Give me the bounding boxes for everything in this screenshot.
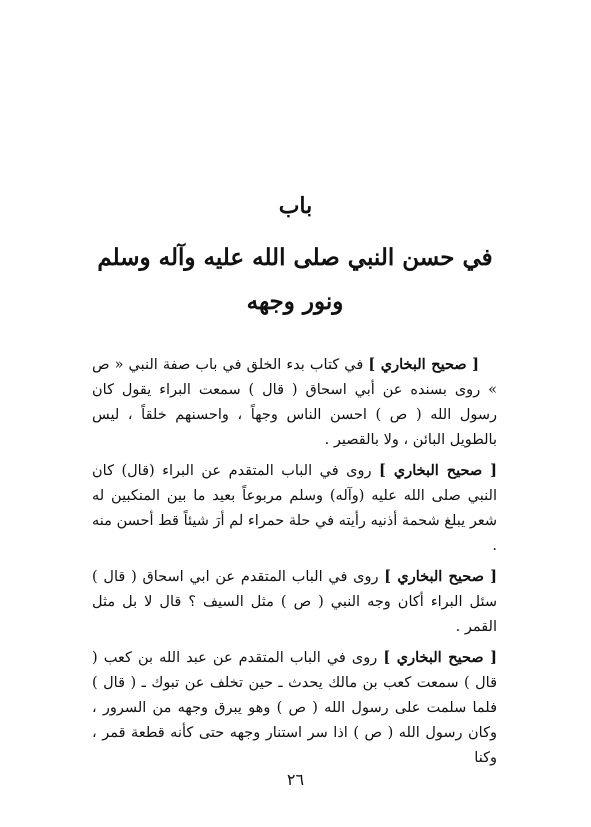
source-citation: [ صحيح البخاري ] xyxy=(384,568,497,585)
paragraph-text: روى في الباب المتقدم عن البراء (قال) كان النبي صلى الله عليه (وآله) وسلم مربوعاً بعيد ما بين المنكبين له شعر يبلغ شحمة أذنيه رأيته في حلة حمراء لم أرَ شيئاً قط أحسن منه . xyxy=(92,463,497,554)
chapter-title-line-2: ونور وجهه xyxy=(246,288,344,315)
paragraph-2 xyxy=(92,458,497,559)
paragraph-text: روى في الباب المتقدم عن ابي اسحاق ( قال ) سئل البراء أكان وجه النبي ( ص ) مثل السيف ؟ قال لا بل مثل القمر . xyxy=(92,569,497,635)
source-citation: [ صحيح البخاري ] xyxy=(379,462,497,479)
body-text xyxy=(92,352,497,776)
chapter-title-line-1: في حسن النبي صلى الله عليه وآله وسلم xyxy=(97,244,493,271)
chapter-word: باب xyxy=(278,193,313,219)
paragraph-text: في كتاب بدء الخلق في باب صفة النبي « ص » روى بسنده عن أبي اسحاق ( قال ) سمعت البراء يقول كان رسول الله ( ص ) احسن الناس وجهاً ، واحسنهم خلقاً ، ليس بالطويل البائن ، ولا بالقصير . xyxy=(92,357,497,448)
chapter-title xyxy=(60,236,530,324)
paragraph-1 xyxy=(92,352,497,453)
paragraph-text: روى في الباب المتقدم عن عبد الله بن كعب ( قال ) سمعت كعب بن مالك يحدث ـ حين تخلف عن تبوك ـ ( قال ) فلما سلمت على رسول الله ( ص ) وهو يبرق وجهه من السرور ، وكان رسول الله ( ص ) اذا سر استنار وجهه حتى كأنه قطعة قمر ، وكنا xyxy=(92,650,497,766)
source-citation: [ صحيح البخاري ] xyxy=(368,356,479,373)
paragraph-3 xyxy=(92,564,497,640)
source-citation: [ صحيح البخاري ] xyxy=(383,649,497,666)
page-number: ٢٦ xyxy=(286,770,305,789)
paragraph-4 xyxy=(92,645,497,771)
